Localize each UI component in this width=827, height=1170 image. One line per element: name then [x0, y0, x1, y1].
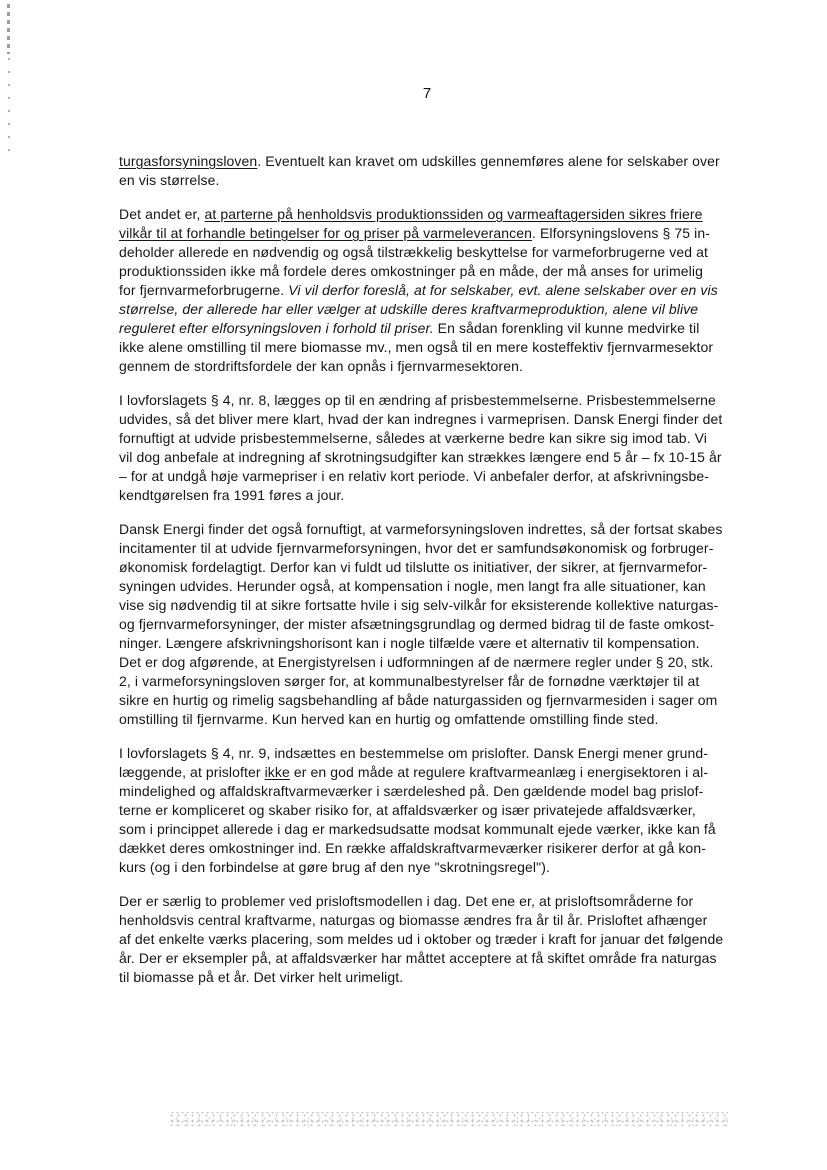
text-run: en vis størrelse.: [119, 172, 220, 188]
text-line: [119, 968, 735, 987]
text-run: til biomasse på et år. Det virker helt urimeligt.: [119, 969, 404, 985]
text-line: [119, 615, 735, 634]
text-line: [119, 577, 735, 596]
text-line: [119, 782, 735, 801]
text-line: [119, 672, 735, 691]
text-line: [119, 691, 735, 710]
text-line: [119, 171, 735, 190]
page-number: 7: [422, 85, 432, 102]
text-run: deholder allerede en nødvendig og også tilstrækkelig beskyttelse for varmeforbrugerne ved at: [119, 244, 708, 260]
text-line: [119, 801, 735, 820]
text-run: for fjernvarmeforbrugerne.: [119, 282, 289, 298]
text-line: [119, 319, 735, 338]
text-run: ikke: [264, 764, 290, 780]
text-line: [119, 858, 735, 877]
scan-artifact-dashes: [7, 4, 10, 54]
text-run: vilkår til at forhandle betingelser for og priser på varmeleverancen: [119, 225, 533, 241]
text-run: – for at undgå høje varmepriser i en relativ kort periode. Vi anbefaler derfor, at afskrivningsbe-: [119, 468, 710, 484]
text-line: [119, 710, 735, 729]
text-run: vil dog anbefale at indregning af skrotningsudgifter kan strækkes længere end 5 år – fx 10-15 år: [119, 449, 722, 465]
text-line: [119, 558, 735, 577]
text-run: ninger. Længere afskrivningshorisont kan i nogle tilfælde være et alternativ til kompensation.: [119, 635, 700, 651]
text-line: [119, 467, 735, 486]
text-line: [119, 930, 735, 949]
text-run: omstilling til fjernvarme. Kun herved kan en hurtig og omfattende omstilling finde sted.: [119, 711, 659, 727]
text-run: Det andet er,: [119, 206, 205, 222]
text-line: [119, 205, 735, 224]
text-run: og fjernvarmeforsyninger, der mister afsætningsgrundlag og dermed bidrag til de faste omkost-: [119, 616, 715, 632]
text-run: incitamenter til at udvide fjernvarmeforsyningen, hvor det er samfundsøkonomisk og forbruger-: [119, 540, 714, 556]
text-line: [119, 391, 735, 410]
text-run: størrelse, der allerede har eller vælger at udskille deres kraftvarmeproduktion, alene vil blive: [119, 301, 699, 317]
document-body: [119, 152, 735, 987]
text-run: Det er dog afgørende, at Energistyrelsen i udformningen af de nærmere regler under § 20, stk.: [119, 654, 714, 670]
text-run: En sådan forenkling vil kunne medvirke til: [433, 320, 700, 336]
paragraph: [119, 892, 735, 987]
text-line: [119, 448, 735, 467]
text-run: Dansk Energi finder det også fornuftigt, at varmeforsyningsloven indrettes, så der fortsat skabes: [119, 521, 723, 537]
text-line: [119, 653, 735, 672]
text-run: 2, i varmeforsyningsloven sørger for, at kommunalbestyrelser får de fornødne værktøjer til at: [119, 673, 700, 689]
text-run: udvides, så det bliver mere klart, hvad der kan indregnes i varmeprisen. Dansk Energi finder det: [119, 411, 723, 427]
text-line: [119, 820, 735, 839]
text-run: henholdsvis central kraftvarme, naturgas og biomasse ændres fra år til år. Prisloftet afhænger: [119, 912, 708, 928]
text-line: [119, 763, 735, 782]
text-line: [119, 243, 735, 262]
paragraph: [119, 205, 735, 376]
text-run: sikre en hurtig og rimelig sagsbehandling af både naturgassiden og fjernvarmesiden i sager om: [119, 692, 718, 708]
text-run: produktionssiden ikke må fordele deres omkostninger på en måde, der må anses for urimelig: [119, 263, 703, 279]
text-line: [119, 486, 735, 505]
text-run: reguleret efter elforsyningsloven i forhold til priser.: [119, 320, 434, 336]
text-run: kendtgørelsen fra 1991 føres a jour.: [119, 487, 345, 503]
text-line: [119, 892, 735, 911]
text-line: [119, 338, 735, 357]
scan-noise-band: [168, 1112, 728, 1126]
text-line: [119, 634, 735, 653]
text-run: er en god måde at regulere kraftvarmeanlæg i energisektoren i al-: [289, 764, 709, 780]
text-line: [119, 224, 735, 243]
text-run: syningen udvides. Herunder også, at kompensation i nogle, men langt fra alle situationer, kan: [119, 578, 706, 594]
text-run: terne er kompliceret og skaber risiko for, at affaldsværker og især privatejede affaldsværker,: [119, 802, 696, 818]
text-line: [119, 744, 735, 763]
text-run: læggende, at prislofter: [119, 764, 265, 780]
text-line: [119, 300, 735, 319]
text-line: [119, 429, 735, 448]
page-content: [119, 85, 735, 1002]
text-run: som i princippet allerede i dag er markedsudsatte modsat kommunalt ejede værker, ikke kan få: [119, 821, 716, 837]
paragraph: [119, 152, 735, 190]
text-line: [119, 596, 735, 615]
text-run: I lovforslagets § 4, nr. 9, indsættes en bestemmelse om prislofter. Dansk Energi mener grund-: [119, 745, 709, 761]
text-run: turgasforsyningsloven: [119, 153, 258, 169]
text-line: [119, 357, 735, 376]
text-run: ikke alene omstilling til mere biomasse mv., men også til en mere kosteffektiv fjernvarmesektor: [119, 339, 714, 355]
text-run: kurs (og i den forbindelse at gøre brug af den nye "skrotningsregel").: [119, 859, 550, 875]
scan-artifact-dots: [8, 58, 10, 154]
text-run: gennem de stordriftsfordele der kan opnås i fjernvarmesektoren.: [119, 358, 523, 374]
text-line: [119, 281, 735, 300]
text-run: I lovforslagets § 4, nr. 8, lægges op til en ændring af prisbestemmelserne. Prisbestemmelserne: [119, 392, 716, 408]
text-line: [119, 520, 735, 539]
text-line: [119, 410, 735, 429]
paragraph: [119, 744, 735, 877]
text-run: fornuftigt at udvide prisbestemmelserne, således at værkerne bedre kan sikre sig imod tab. Vi: [119, 430, 707, 446]
paragraph: [119, 520, 735, 729]
text-run: af det enkelte værks placering, som meldes ud i oktober og træder i kraft for januar det følgende: [119, 931, 724, 947]
text-run: . Elforsyningslovens § 75 in-: [532, 225, 711, 241]
text-line: [119, 262, 735, 281]
paragraph: [119, 391, 735, 505]
text-run: . Eventuelt kan kravet om udskilles gennemføres alene for selskaber over: [257, 153, 720, 169]
text-run: mindelighed og affaldskraftvarmeværker i særdeleshed på. Den gældende model bag prislof-: [119, 783, 704, 799]
text-run: at parterne på henholdsvis produktionssiden og varmeaftagersiden sikres friere: [204, 206, 703, 222]
text-line: [119, 949, 735, 968]
text-run: Vi vil derfor foreslå, at for selskaber, evt. alene selskaber over en vis: [288, 282, 718, 298]
text-run: år. Der er eksempler på, at affaldsværker har måttet acceptere at få skiftet område fra naturgas: [119, 950, 717, 966]
text-line: [119, 839, 735, 858]
text-run: Der er særlig to problemer ved prisloftsmodellen i dag. Det ene er, at prisloftsområderne for: [119, 893, 694, 909]
text-run: økonomisk fordelagtigt. Derfor kan vi fuldt ud tilslutte os initiativer, der sikrer, at fjernvarmefor-: [119, 559, 708, 575]
text-line: [119, 539, 735, 558]
text-line: [119, 152, 735, 171]
text-line: [119, 911, 735, 930]
text-run: dækket deres omkostninger ind. En række affaldskraftvarmeværker risikerer derfor at gå kon-: [119, 840, 706, 856]
text-run: vise sig nødvendig til at sikre fortsatte hvile i sig selv-vilkår for eksisterende kollektive naturgas-: [119, 597, 719, 613]
